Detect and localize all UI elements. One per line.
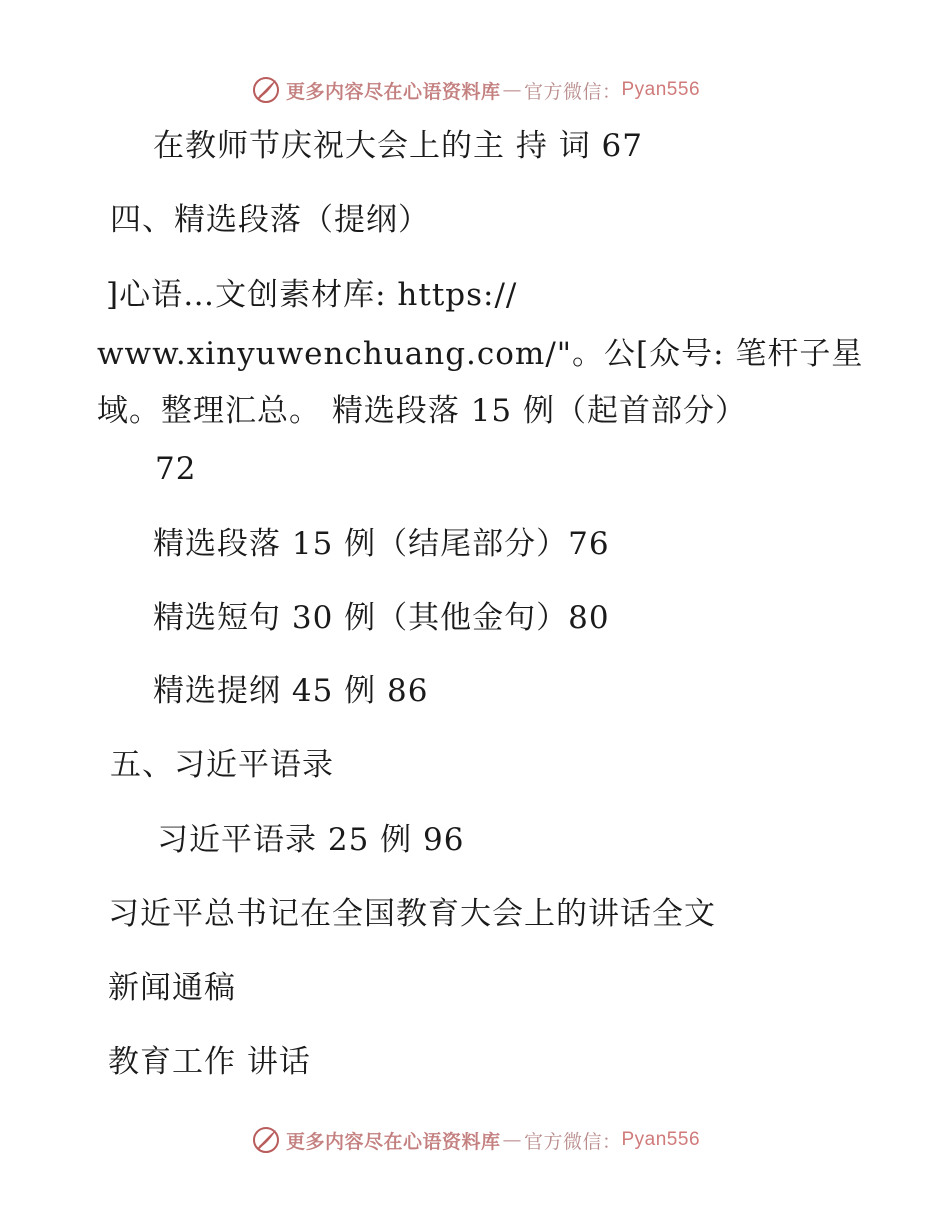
toc-entry-work: 教育工作 讲话 <box>108 1044 311 1080</box>
note-line-2: www.xinyuwenchuang.com/"。公[众号: 笔杆子星 <box>97 336 864 372</box>
toc-entry-news: 新闻通稿 <box>108 970 236 1006</box>
toc-entry-host-speech: 在教师节庆祝大会上的主 持 词 67 <box>153 128 644 164</box>
toc-entry-quotes: 习近平语录 25 例 96 <box>157 822 465 858</box>
toc-entry-ending: 精选段落 15 例（结尾部分）76 <box>153 526 610 562</box>
watermark-brand-text: 更多内容尽在心语资料库 <box>285 1130 501 1153</box>
toc-page-number: 72 <box>155 451 197 487</box>
footer-watermark <box>0 1120 950 1160</box>
quill-logo-icon <box>250 1124 282 1156</box>
quill-logo-icon <box>250 74 282 106</box>
toc-entry-speech: 习近平总书记在全国教育大会上的讲话全文 <box>108 896 716 932</box>
note-line-1: ]心语…文创素材库: https:// <box>106 277 518 313</box>
section-heading-4: 四、精选段落（提纲） <box>110 202 430 238</box>
toc-entry-short: 精选短句 30 例（其他金句）80 <box>153 600 610 636</box>
toc-entry-outline: 精选提纲 45 例 86 <box>153 673 429 709</box>
header-watermark <box>0 70 950 110</box>
watermark-contact-label: 官方微信： <box>523 1130 622 1153</box>
note-line-3: 域。整理汇总。 精选段落 15 例（起首部分） <box>97 393 748 429</box>
watermark-contact-id: Pyan556 <box>621 79 701 100</box>
watermark-contact-id: Pyan556 <box>621 1129 701 1150</box>
watermark-dash: — <box>502 1129 522 1151</box>
watermark-dash: — <box>502 79 522 101</box>
watermark-brand-text: 更多内容尽在心语资料库 <box>285 80 501 103</box>
watermark-contact-label: 官方微信： <box>523 80 622 103</box>
section-heading-5: 五、习近平语录 <box>110 747 334 783</box>
